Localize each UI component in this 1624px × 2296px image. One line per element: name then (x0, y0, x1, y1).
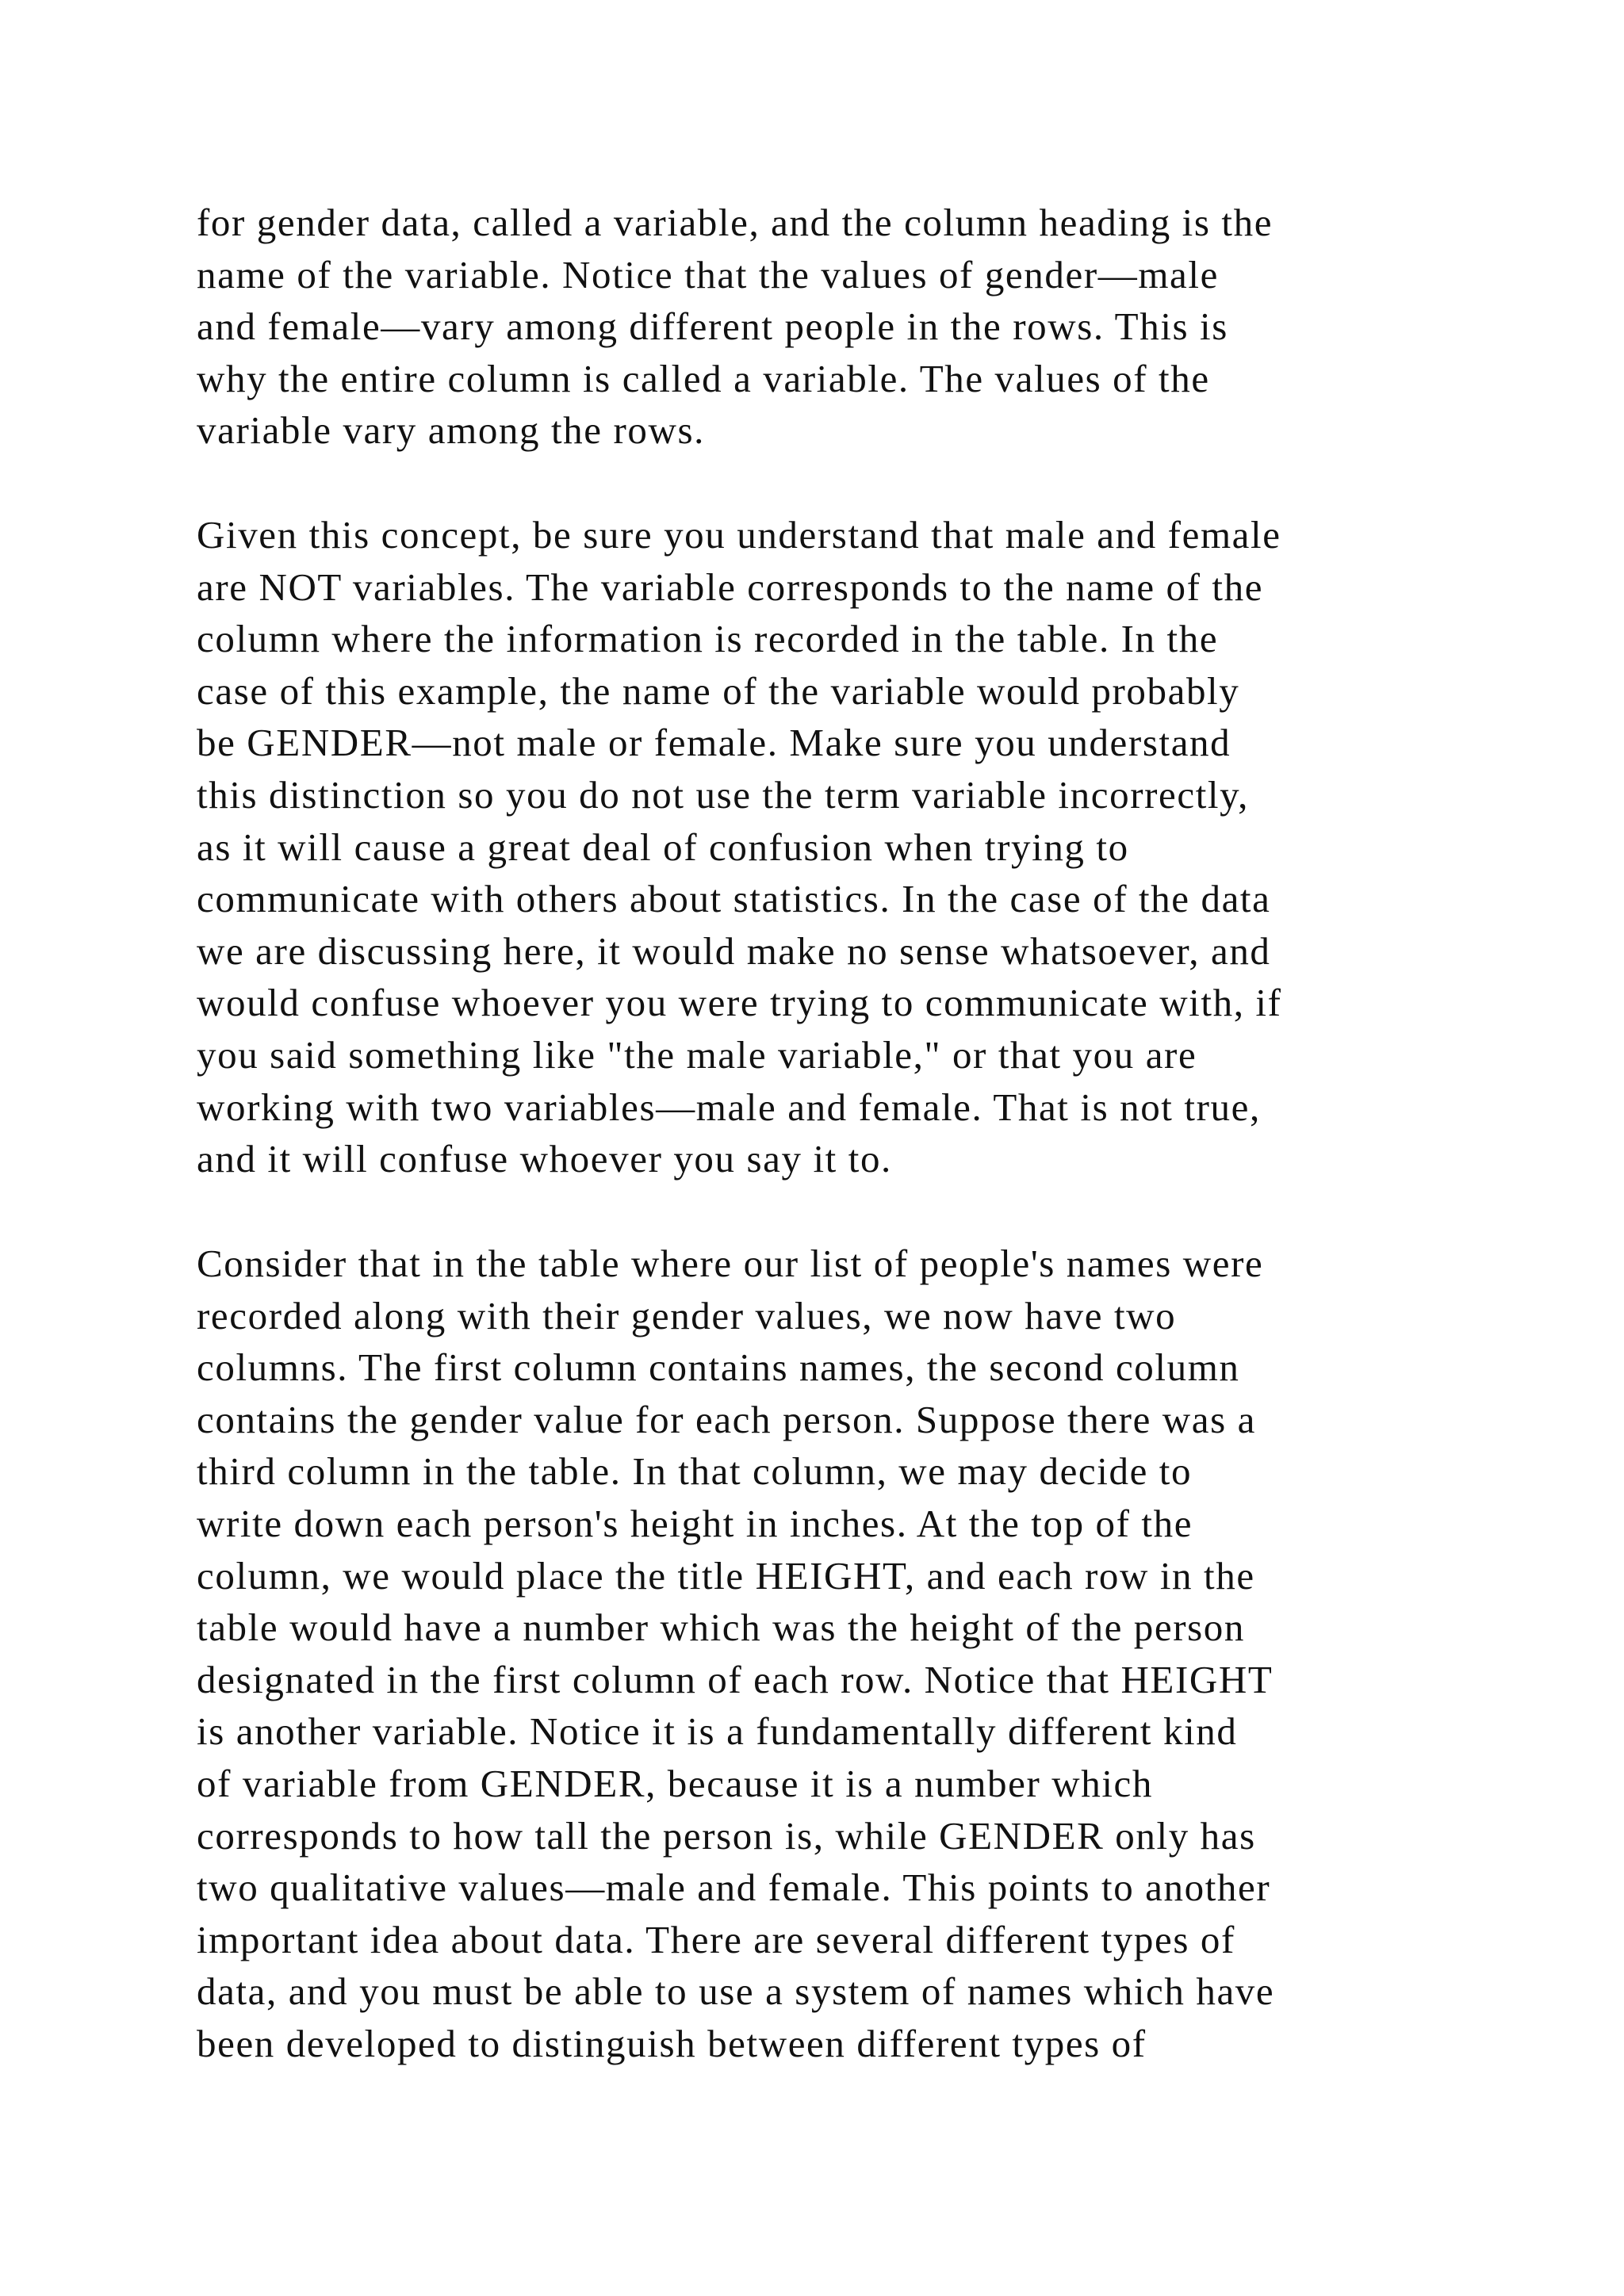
text-line: column, we would place the title HEIGHT, and each row in the (197, 1553, 1255, 1598)
text-line: of variable from GENDER, because it is a number which (197, 1761, 1154, 1805)
text-line: and female—vary among different people in the rows. This is (197, 304, 1228, 349)
text-line: columns. The first column contains names, the second column (197, 1345, 1240, 1390)
text-line: Given this concept, be sure you understand that male and female (197, 513, 1281, 557)
text-line: recorded along with their gender values, we now have two (197, 1293, 1177, 1337)
text-line: table would have a number which was the height of the person (197, 1605, 1246, 1650)
text-line: and it will confuse whoever you say it to. (197, 1137, 892, 1181)
text-line: write down each person's height in inches. At the top of the (197, 1501, 1193, 1545)
text-line: Consider that in the table where our list of people's names were (197, 1242, 1264, 1285)
paragraph-variable-definition (197, 197, 1497, 457)
text-line: you said something like "the male variable," or that you are (197, 1032, 1197, 1077)
paragraph-height-variable (197, 1238, 1497, 2070)
text-line: data, and you must be able to use a system of names which have (197, 1969, 1275, 2014)
text-line: column where the information is recorded in the table. In the (197, 617, 1219, 661)
text-line: corresponds to how tall the person is, while GENDER only has (197, 1813, 1256, 1858)
text-line: two qualitative values—male and female. This points to another (197, 1866, 1271, 1910)
text-line: be GENDER—not male or female. Make sure you understand (197, 721, 1231, 765)
text-line: designated in the first column of each row. Notice that HEIGHT (197, 1657, 1274, 1701)
text-line: why the entire column is called a variable. The values of the (197, 356, 1210, 400)
text-line: we are discussing here, it would make no sense whatsoever, and (197, 928, 1271, 973)
text-line: important idea about data. There are several different types of (197, 1917, 1235, 1961)
text-line: this distinction so you do not use the term variable incorrectly, (197, 772, 1249, 817)
text-line: contains the gender value for each person. Suppose there was a (197, 1397, 1256, 1441)
text-line: for gender data, called a variable, and the column heading is the (197, 201, 1274, 244)
paragraph-male-female-not-variables (197, 509, 1497, 1185)
text-line: would confuse whoever you were trying to communicate with, if (197, 981, 1282, 1025)
text-line: name of the variable. Notice that the values of gender—male (197, 252, 1219, 297)
text-line: variable vary among the rows. (197, 408, 706, 453)
text-line: are NOT variables. The variable corresponds to the name of the (197, 564, 1264, 609)
text-line: third column in the table. In that column, we may decide to (197, 1449, 1193, 1494)
text-line: been developed to distinguish between different types of (197, 2021, 1147, 2065)
text-line: as it will cause a great deal of confusion when trying to (197, 825, 1129, 869)
text-line: communicate with others about statistics. In the case of the data (197, 877, 1271, 921)
text-line: case of this example, the name of the variable would probably (197, 668, 1240, 713)
text-line: is another variable. Notice it is a fundamentally different kind (197, 1709, 1238, 1754)
text-line: working with two variables—male and female. That is not true, (197, 1085, 1261, 1129)
